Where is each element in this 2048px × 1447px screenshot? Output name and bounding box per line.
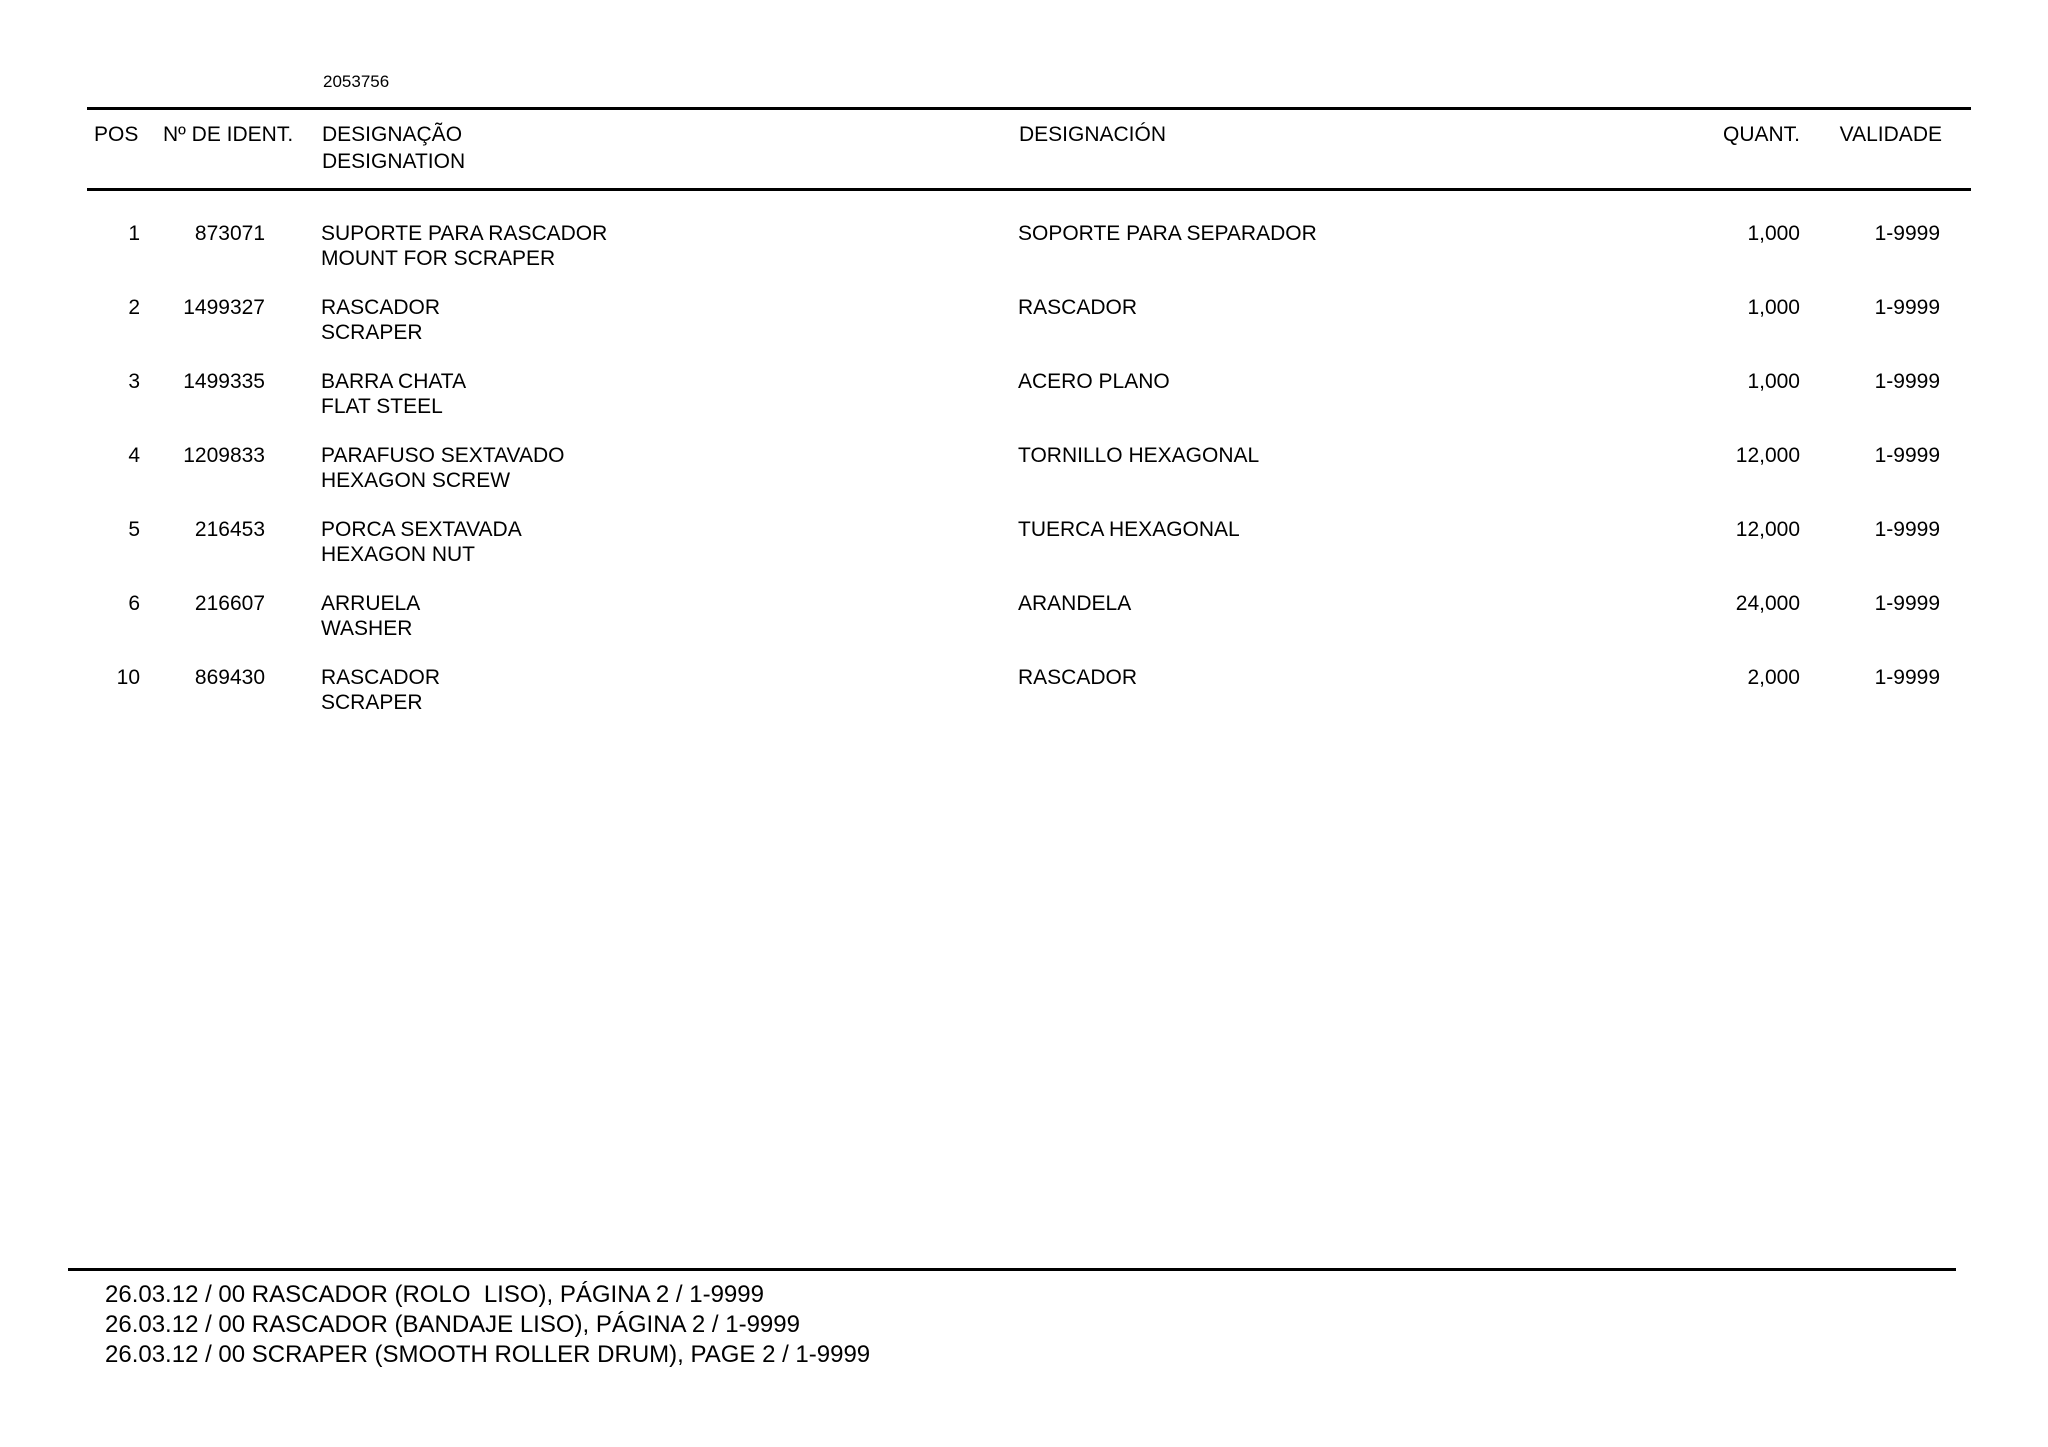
row-pos: 2: [128, 296, 140, 319]
col-header-quantity: QUANT.: [1722, 123, 1800, 146]
parts-table-body: [0, 222, 2048, 740]
page-footer: [105, 1280, 870, 1370]
col-header-pos: POS: [94, 123, 139, 146]
row-designation: [321, 370, 466, 419]
footer-line-pt: 26.03.12 / 00 RASCADOR (ROLO LISO), PÁGINA 2 / 1-9999: [105, 1281, 764, 1308]
table-row: [0, 370, 2048, 444]
document-id: 2053756: [323, 72, 390, 91]
header-bottom-rule: [87, 188, 1971, 191]
row-designation-pt: PARAFUSO SEXTAVADO: [321, 444, 565, 467]
table-row: [0, 444, 2048, 518]
col-header-designation-pt: DESIGNAÇÃO: [322, 123, 463, 146]
row-designation-pt: BARRA CHATA: [321, 370, 467, 393]
row-validity: 1-9999: [1874, 666, 1940, 689]
row-quantity: 1,000: [1747, 296, 1800, 319]
row-ident: 869430: [194, 666, 265, 689]
row-designation: [321, 444, 565, 493]
row-designation-en: WASHER: [321, 616, 413, 640]
row-pos: 1: [128, 222, 140, 245]
row-ident: 1209833: [183, 444, 265, 467]
row-designation-es: TORNILLO HEXAGONAL: [1018, 444, 1260, 467]
row-designation-en: SCRAPER: [321, 690, 423, 714]
row-validity: 1-9999: [1874, 296, 1940, 319]
row-ident: 216607: [194, 592, 265, 615]
footer-line-en: 26.03.12 / 00 SCRAPER (SMOOTH ROLLER DRUM), PAGE 2 / 1-9999: [105, 1341, 871, 1368]
row-designation-es: SOPORTE PARA SEPARADOR: [1018, 222, 1317, 245]
row-designation-pt: SUPORTE PARA RASCADOR: [321, 222, 608, 245]
row-ident: 873071: [194, 222, 265, 245]
row-pos: 6: [128, 592, 140, 615]
row-ident: 1499335: [183, 370, 265, 393]
row-designation: [321, 296, 440, 345]
row-designation-es: ACERO PLANO: [1018, 370, 1170, 393]
row-designation-es: RASCADOR: [1018, 296, 1138, 319]
footer-rule: [68, 1268, 1956, 1271]
row-designation: [321, 666, 440, 715]
row-quantity: 1,000: [1747, 222, 1800, 245]
col-header-ident: Nº DE IDENT.: [163, 123, 294, 146]
row-designation-es: RASCADOR: [1018, 666, 1138, 689]
row-designation-en: HEXAGON NUT: [321, 542, 476, 566]
row-validity: 1-9999: [1874, 370, 1940, 393]
row-designation: [321, 222, 607, 271]
table-row: [0, 296, 2048, 370]
table-row: [0, 222, 2048, 296]
row-quantity: 12,000: [1735, 518, 1800, 541]
row-quantity: 24,000: [1735, 592, 1800, 615]
row-designation-es: TUERCA HEXAGONAL: [1018, 518, 1240, 541]
row-designation-pt: ARRUELA: [321, 592, 421, 615]
row-designation-en: FLAT STEEL: [321, 394, 443, 418]
row-designation-pt: RASCADOR: [321, 666, 441, 689]
row-validity: 1-9999: [1874, 518, 1940, 541]
table-row: [0, 518, 2048, 592]
row-pos: 10: [116, 666, 140, 689]
col-header-validity: VALIDADE: [1839, 123, 1942, 146]
col-header-designation-en: DESIGNATION: [322, 150, 466, 173]
row-validity: 1-9999: [1874, 444, 1940, 467]
table-row: [0, 666, 2048, 740]
col-header-designation-es: DESIGNACIÓN: [1019, 123, 1167, 146]
row-validity: 1-9999: [1874, 592, 1940, 615]
header-top-rule: [87, 107, 1971, 110]
row-ident: 216453: [194, 518, 265, 541]
row-pos: 4: [128, 444, 140, 467]
row-designation: [321, 518, 522, 567]
row-quantity: 12,000: [1735, 444, 1800, 467]
row-designation-en: HEXAGON SCREW: [321, 468, 511, 492]
row-designation-en: MOUNT FOR SCRAPER: [321, 246, 556, 270]
table-row: [0, 592, 2048, 666]
row-pos: 3: [128, 370, 140, 393]
col-header-designation: [322, 121, 465, 175]
row-pos: 5: [128, 518, 140, 541]
row-validity: 1-9999: [1874, 222, 1940, 245]
row-quantity: 2,000: [1747, 666, 1800, 689]
row-ident: 1499327: [183, 296, 265, 319]
row-quantity: 1,000: [1747, 370, 1800, 393]
row-designation-pt: RASCADOR: [321, 296, 441, 319]
row-designation: [321, 592, 420, 641]
row-designation-pt: PORCA SEXTAVADA: [321, 518, 522, 541]
row-designation-en: SCRAPER: [321, 320, 423, 344]
footer-line-es: 26.03.12 / 00 RASCADOR (BANDAJE LISO), PÁGINA 2 / 1-9999: [105, 1311, 800, 1338]
row-designation-es: ARANDELA: [1018, 592, 1132, 615]
